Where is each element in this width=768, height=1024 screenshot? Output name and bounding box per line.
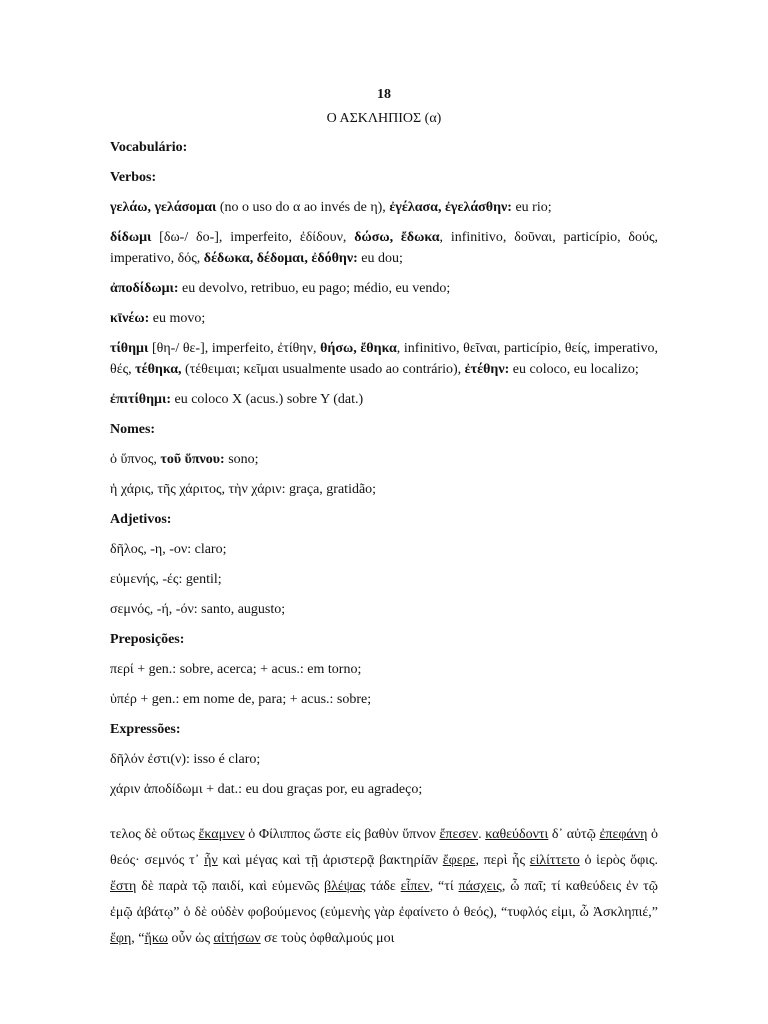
headword: δέδωκα, δέδομαι, ἐδόθην: — [203, 251, 358, 266]
entry-text: (τέθειμαι; κεῖμαι usualmente usado ao contrário), — [181, 362, 465, 377]
entry-text: (no o uso do α ao invés de η), — [216, 200, 390, 215]
passage-text: , “ — [131, 931, 145, 946]
entry-text: δῆλος, -η, -ον: claro; — [110, 542, 227, 557]
underlined-verb: ἥκω — [144, 931, 168, 946]
entry-text: ὁ ὕπνος, — [110, 452, 161, 467]
underlined-verb: ἔφερε — [442, 853, 476, 868]
greek-reading-passage — [110, 822, 658, 952]
entry-text: χάριν ἀποδίδωμι + dat.: eu dou graças por, eu agradeço; — [110, 782, 423, 797]
page-number: 18 — [377, 87, 391, 102]
passage-text: σε τοὺς ὀφθαλμούς μοι — [260, 931, 395, 946]
passage-text: θεός), “τυφλός εἰμι, ὦ Ἀσκληπιέ,” — [463, 905, 659, 920]
passage-text: τάδε — [365, 879, 401, 894]
vocab-entry — [110, 197, 658, 218]
entry-text: eu devolvo, retribuo, eu pago; médio, eu vendo; — [178, 281, 451, 296]
passage-text: τελος δὲ οὕτως — [110, 827, 199, 842]
entry-text: eu coloco X (acus.) sobre Y (dat.) — [170, 392, 364, 407]
underlined-verb: εἱλίττετο — [529, 853, 580, 868]
passage-text: ὦ παῖ; τί καθεύδεις ἐν τῷ ἐμῷ ἀβάτῳ” ὁ δὲ οὐδὲν φοβούμενος (εὐμενὴς γὰρ ἐφαίνετο ὁ — [110, 879, 658, 920]
entry-text: sono; — [224, 452, 259, 467]
passage-text: , περὶ ἧς — [475, 853, 530, 868]
vocab-entry — [110, 539, 658, 560]
underlined-verb: ἔπεσεν — [439, 827, 479, 842]
vocab-entry — [110, 749, 658, 770]
vocab-entry — [110, 389, 658, 410]
passage-text: δὲ παρὰ τῷ παιδί, καὶ εὐμενῶς — [136, 879, 325, 894]
passage-text: , “τί — [429, 879, 459, 894]
lesson-title: Ο ΑΣΚΛΗΠΙΟΣ (α) — [326, 111, 442, 126]
underlined-verb: ἔφη — [110, 931, 132, 946]
headword: θήσω, ἔθηκα — [320, 341, 397, 356]
entry-text: eu movo; — [149, 311, 206, 326]
entry-text: [θη-/ θε-], imperfeito, ἐτίθην, — [148, 341, 321, 356]
vocab-entry — [110, 659, 658, 680]
section-heading: Adjetivos: — [110, 512, 172, 527]
section-heading: Verbos: — [110, 170, 157, 185]
headword: ἐπιτίθημι: — [110, 392, 171, 407]
entry-text: [δω-/ δο-], imperfeito, ἐδίδουν, — [151, 230, 355, 245]
headword: κῑνέω: — [110, 311, 150, 326]
vocab-entry — [110, 278, 658, 299]
vocab-entry — [110, 227, 658, 269]
underlined-verb: αἰτήσων — [213, 931, 261, 946]
underlined-verb: εἶπεν — [400, 879, 430, 894]
entry-text: περί + gen.: sobre, acerca; + acus.: em torno; — [110, 662, 362, 677]
vocab-entry — [110, 779, 658, 800]
section-heading: Expressões: — [110, 722, 181, 737]
section-heading: Preposições: — [110, 632, 185, 647]
section-heading: Nomes: — [110, 422, 156, 437]
headword: τοῦ ὕπνου: — [160, 452, 225, 467]
underlined-verb: καθεύδοντι — [485, 827, 549, 842]
entry-text: δῆλόν ἐστι(ν): isso é claro; — [110, 752, 261, 767]
passage-text: . — [478, 827, 486, 842]
passage-text: , — [501, 879, 511, 894]
headword: ἐτέθην: — [464, 362, 510, 377]
entry-text: eu rio; — [511, 200, 552, 215]
vocabulary-sections — [110, 167, 658, 800]
passage-text: δ᾽ αὐτῷ — [548, 827, 600, 842]
underlined-verb: βλέψας — [324, 879, 366, 894]
vocab-entry — [110, 569, 658, 590]
underlined-verb: ἔκαμνεν — [198, 827, 245, 842]
entry-text: ἡ χάρις, τῆς χάριτος, τὴν χάριν: graça, gratidão; — [110, 482, 377, 497]
underlined-verb: πάσχεις — [458, 879, 502, 894]
document-page — [110, 84, 658, 952]
underlined-verb: ἔστη — [110, 879, 137, 894]
headword: ἀποδίδωμι: — [110, 281, 179, 296]
vocab-entry — [110, 449, 658, 470]
entry-text: εὐμενής, -ές: gentil; — [110, 572, 222, 587]
entry-text: , infinitivo, δοῦναι, particípio, δούς, imperativo, δός, — [110, 230, 658, 266]
passage-text: ὁ θεός· σεμνός τ᾽ — [110, 827, 659, 868]
entry-text: ὑπέρ + gen.: em nome de, para; + acus.: sobre; — [110, 692, 372, 707]
underlined-verb: ἦν — [204, 853, 218, 868]
passage-text: οὖν ὡς — [167, 931, 214, 946]
entry-text: , infinitivo, θεῖναι, particípio, θείς, imperativo, θές, — [110, 341, 659, 377]
headword: τίθημι — [110, 341, 149, 356]
headword: τέθηκα, — [135, 362, 182, 377]
headword: δίδωμι — [110, 230, 152, 245]
headword: ἐγέλασα, ἐγελάσθην: — [389, 200, 512, 215]
passage-text: ὁ Φίλιππος ὥστε εἰς βαθὺν ὕπνον — [244, 827, 440, 842]
passage-text: καὶ μέγας καὶ τῇ ἀριστερᾷ βακτηρίᾱν — [217, 853, 443, 868]
passage-text: ὁ ἱερὸς ὄφις. — [579, 853, 658, 868]
headword: δώσω, ἔδωκα — [354, 230, 440, 245]
vocabulary-heading: Vocabulário: — [110, 140, 188, 155]
underlined-verb: ἐπεφάνη — [599, 827, 648, 842]
headword: γελάω, γελάσομαι — [110, 200, 217, 215]
entry-text: eu coloco, eu localizo; — [509, 362, 639, 377]
vocab-entry — [110, 599, 658, 620]
entry-text: σεμνός, -ή, -όν: santo, augusto; — [110, 602, 286, 617]
vocab-entry — [110, 338, 658, 380]
entry-text: eu dou; — [357, 251, 403, 266]
vocab-entry — [110, 689, 658, 710]
vocab-entry — [110, 479, 658, 500]
vocab-entry — [110, 308, 658, 329]
